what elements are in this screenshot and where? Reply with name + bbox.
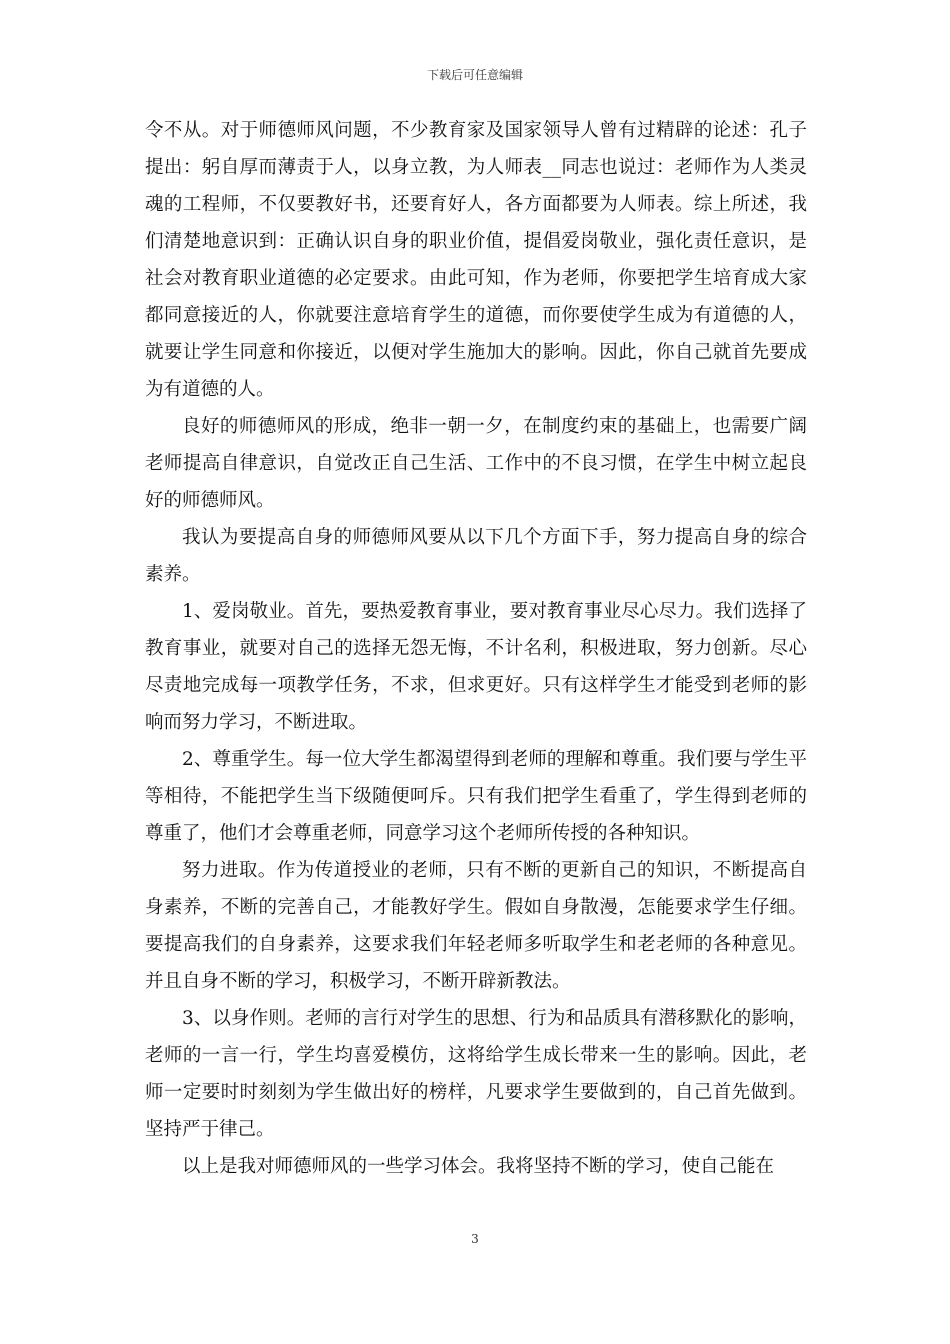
paragraph-item-1: 1、爱岗敬业。首先，要热爱教育事业，要对教育事业尽心尽力。我们选择了教育事业，就要对自己的选择无怨无悔，不计名利，积极进取，努力创新。尽心尽责地完成每一项教学任务，不求，但求更好。只有这样学生才能受到老师的影响而努力学习，不断进取。 bbox=[145, 601, 807, 733]
page-header: 下载后可任意编辑 bbox=[426, 68, 523, 82]
paragraph: 努力进取。作为传道授业的老师，只有不断的更新自己的知识，不断提高自身素养，不断的完善自己，才能教好学生。假如自身散漫，怎能要求学生仔细。要提高我们的自身素养，这要求我们年轻老师多听取学生和老老师的各种意见。并且自身不断的学习，积极学习，不断开辟新教法。 bbox=[145, 860, 807, 992]
paragraph: 我认为要提高自身的师德师风要从以下几个方面下手，努力提高自身的综合素养。 bbox=[145, 527, 807, 585]
document-body bbox=[145, 112, 807, 1185]
paragraph-item-2: 2、尊重学生。每一位大学生都渴望得到老师的理解和尊重。我们要与学生平等相待，不能把学生当下级随便呵斥。只有我们把学生看重了，学生得到老师的尊重了，他们才会尊重老师，同意学习这个老师所传授的各种知识。 bbox=[145, 749, 807, 844]
paragraph-item-3: 3、以身作则。老师的言行对学生的思想、行为和品质具有潜移默化的影响，老师的一言一行，学生均喜爱模仿，这将给学生成长带来一生的影响。因此，老师一定要时时刻刻为学生做出好的榜样，凡要求学生要做到的，自己首先做到。坚持严于律己。 bbox=[145, 1008, 807, 1140]
paragraph: 以上是我对师德师风的一些学习体会。我将坚持不断的学习，使自己能在 bbox=[182, 1156, 775, 1177]
paragraph: 良好的师德师风的形成，绝非一朝一夕，在制度约束的基础上，也需要广阔老师提高自律意识，自觉改正自己生活、工作中的不良习惯，在学生中树立起良好的师德师风。 bbox=[145, 416, 807, 511]
page-number: 3 bbox=[471, 1232, 479, 1246]
paragraph-continuation: 令不从。对于师德师风问题，不少教育家及国家领导人曾有过精辟的论述：孔子提出：躬自厚而薄责于人，以身立教，为人师表__同志也说过：老师作为人类灵魂的工程师，不仅要教好书，还要育好人，各方面都要为人师表。综上所述，我们清楚地意识到：正确认识自身的职业价值，提倡爱岗敬业，强化责任意识，是社会对教育职业道德的必定要求。由此可知，作为老师，你要把学生培育成大家都同意接近的人，你就要注意培育学生的道德，而你要使学生成为有道德的人，就要让学生同意和你接近，以便对学生施加大的影响。因此，你自己就首先要成为有道德的人。 bbox=[145, 120, 807, 400]
